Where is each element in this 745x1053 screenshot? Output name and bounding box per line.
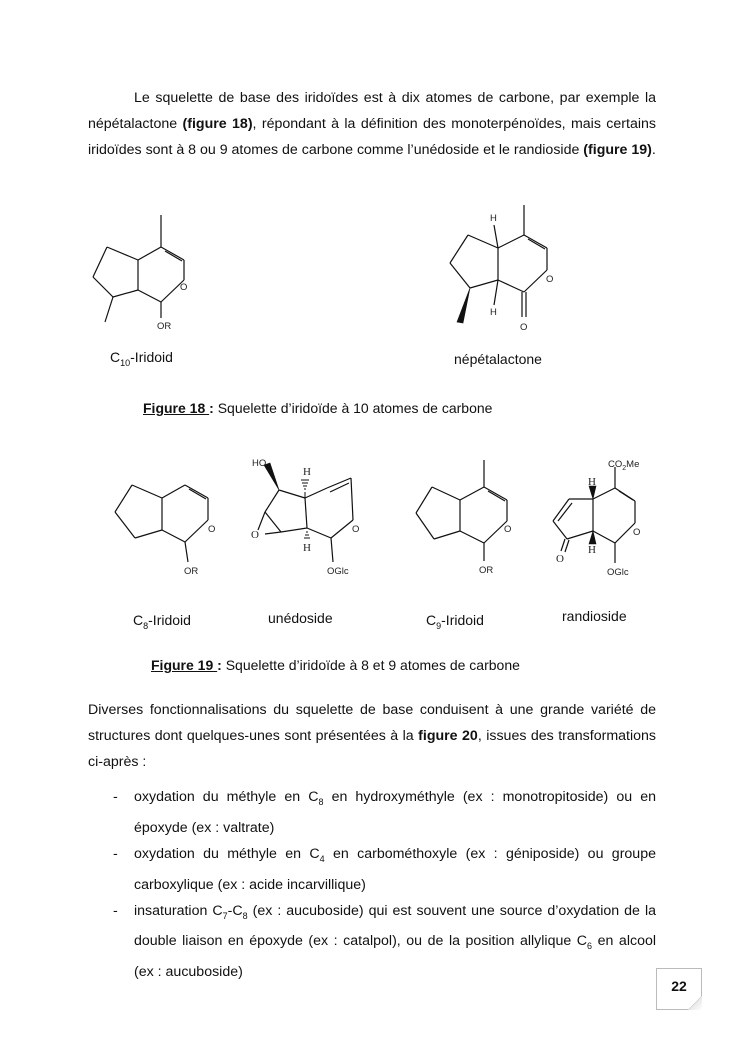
figure19-caption: Figure 19 : Squelette d’iridoïde à 8 et 9 atomes de carbone bbox=[151, 657, 520, 673]
c9-atom-OR: OR bbox=[479, 565, 494, 576]
c10-iridoid-label: $C_{10}$-Iridoid bbox=[110, 349, 173, 368]
nepetalactone-atom-H1: H bbox=[490, 213, 497, 224]
list-item: - oxydation du méthyle en $C_4$ en carbométhoxyle (ex : géniposide) ou groupe carboxylique (ex : acide incarvillique) bbox=[113, 845, 656, 893]
c10-atom-OR: OR bbox=[157, 321, 172, 332]
randioside-atom-H2: H bbox=[588, 544, 596, 556]
nepetalactone-structure bbox=[440, 200, 570, 340]
randioside-atom-O-ring: O bbox=[633, 527, 641, 538]
c9-iridoid-structure bbox=[410, 455, 520, 585]
randioside-atom-H1: H bbox=[588, 476, 596, 488]
randioside-atom-O-ketone: O bbox=[556, 553, 564, 565]
list-item: - insaturation $C_7-C_8$ (ex : aucuboside) qui est souvent une source d’oxydation de la double liaison en époxyde (ex : catalpol), ou de la position allylique $C_6$ en alcool (ex : aucuboside) bbox=[113, 902, 657, 981]
page-curl-decoration bbox=[688, 996, 702, 1010]
unedoside-atom-H2: H bbox=[303, 542, 311, 554]
c10-iridoid-structure bbox=[85, 205, 205, 335]
figure18-caption: Figure 18 : Squelette d’iridoïde à 10 atomes de carbone bbox=[143, 400, 493, 416]
randioside-structure bbox=[545, 455, 675, 585]
intro-paragraph: Le squelette de base des iridoïdes est à dix atomes de carbone, par exemple la népétalactone (figure 18), répondant à la définition des monoterpénoïdes, mais certains iridoïdes sont à 8 ou 9 atomes de carbone comme l’unédoside et le randioside (figure 19). bbox=[88, 90, 656, 158]
c10-atom-O: O bbox=[180, 282, 188, 293]
unedoside-structure bbox=[245, 450, 375, 585]
unedoside-atom-O-ring: O bbox=[352, 524, 360, 535]
page-number: 22 bbox=[656, 968, 702, 1010]
nepetalactone-atom-H2: H bbox=[490, 307, 497, 318]
unedoside-atom-H1: H bbox=[303, 466, 311, 478]
c9-iridoid-label: $C_9$-Iridoid bbox=[426, 612, 484, 631]
c8-atom-OR: OR bbox=[184, 566, 199, 577]
transformations-list bbox=[88, 784, 656, 985]
unedoside-atom-HO: HO bbox=[252, 458, 267, 469]
unedoside-label: unédoside bbox=[268, 610, 333, 626]
nepetalactone-atom-O-ring: O bbox=[546, 274, 554, 285]
c8-iridoid-label: $C_8$-Iridoid bbox=[133, 612, 191, 631]
unedoside-atom-OGlc: OGlc bbox=[327, 566, 349, 577]
diversity-paragraph: Diverses fonctionnalisations du squelette de base conduisent à une grande variété de structures dont quelques-unes sont présentées à la figure 20, issues des transformations ci-après : bbox=[88, 702, 656, 770]
c8-iridoid-structure bbox=[110, 470, 220, 585]
nepetalactone-atom-O-carbonyl: O bbox=[520, 322, 528, 333]
c9-atom-O: O bbox=[504, 524, 512, 535]
unedoside-atom-O-epoxide: O bbox=[251, 529, 259, 541]
randioside-atom-CO2Me: $CO_2Me$ bbox=[608, 459, 640, 472]
randioside-label: randioside bbox=[562, 608, 627, 624]
randioside-atom-OGlc: OGlc bbox=[607, 567, 629, 578]
c8-atom-O: O bbox=[208, 524, 216, 535]
list-item: - oxydation du méthyle en $C_8$ en hydroxyméthyle (ex : monotropitoside) ou en époxyde (ex : valtrate) bbox=[113, 789, 656, 836]
nepetalactone-label: népétalactone bbox=[454, 351, 542, 367]
